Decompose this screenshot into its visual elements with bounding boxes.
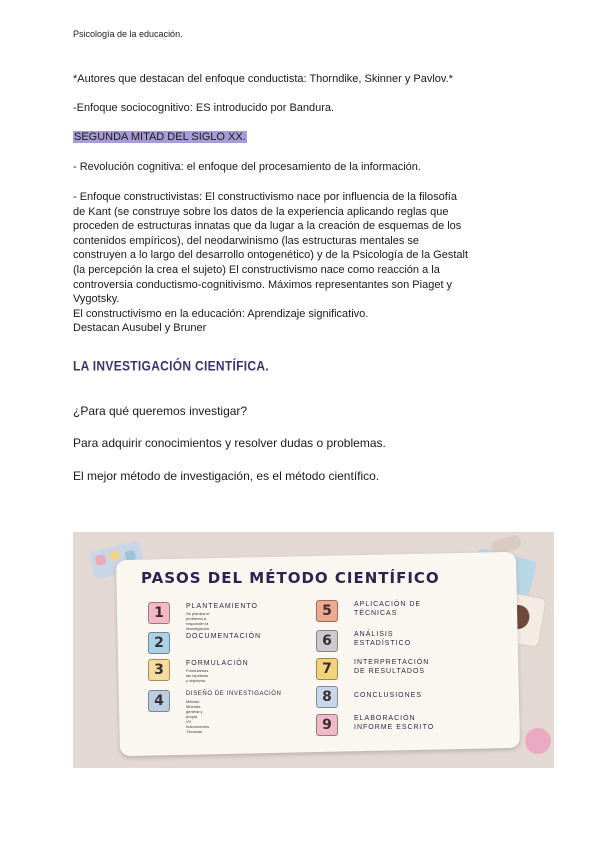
step-label: INTERPRETACIÓN DE RESULTADOS: [354, 659, 430, 675]
infographic-title: PASOS DEL MÉTODO CIENTÍFICO: [141, 569, 440, 587]
step-label: DOCUMENTACIÓN: [186, 633, 262, 640]
sociocognitive-paragraph: -Enfoque sociocognitivo: ES introducido por Bandura.: [73, 102, 335, 114]
step-number: 6: [316, 630, 338, 652]
step-number: 1: [148, 602, 170, 624]
constructivism-paragraph: - Enfoque constructivistas: El constructivismo nace por influencia de la filosofía de Kant (se construye sobre los datos de la experiencia aplicando reglas que proceden de estructuras innatas que da lugar a la creación de esquemas de los contenidos empíricos), del neodarwinismo (las estructuras mentales se construyen a lo largo del desarrollo ontogenético) y de la Psicología de la Gestalt (la percepción la crea el sujeto) El constructivismo nace como reacción a la controversia conductismo-cognitivismo. Máximos representantes son Piaget y Vygotsky. El constructivismo en la educación: Aprendizaje significativo. Destacan Ausubel y Bruner: [73, 191, 469, 335]
step-label: PLANTEAMIENTO: [186, 603, 258, 610]
step-label: FORMULACIÓN: [186, 660, 249, 667]
question-text: ¿Para qué queremos investigar?: [73, 404, 248, 418]
method-text: El mejor método de investigación, es el método científico.: [73, 469, 380, 483]
step-description: Se plantea el problema a responder la investigación.: [186, 611, 211, 631]
answer-text: Para adquirir conocimientos y resolver dudas o problemas.: [73, 436, 386, 450]
flower-bottom-decoration: [525, 728, 551, 754]
authors-paragraph: *Autores que destacan del enfoque conductista: Thorndike, Skinner y Pavlov.*: [73, 73, 453, 85]
step-label: DISEÑO DE INVESTIGACIÓN: [186, 691, 282, 697]
section-title: LA INVESTIGACIÓN CIENTÍFICA.: [73, 358, 269, 375]
step-description: Método Muestra general y propia VV Instrumentos Técnicas: [186, 699, 210, 734]
step-label: ANÁLISIS ESTADÍSTICO: [354, 631, 412, 647]
step-number: 7: [316, 658, 338, 680]
step-description: Formulamos las hipótesis y objetivos.: [186, 668, 209, 683]
step-number: 3: [148, 659, 170, 681]
step-number: 9: [316, 714, 338, 736]
highlighted-text: SEGUNDA MITAD DEL SIGLO XX.: [74, 131, 246, 143]
step-label: APLICACIÓN DE TÉCNICAS: [354, 601, 422, 617]
step-number: 4: [148, 690, 170, 712]
step-label: CONCLUSIONES: [354, 692, 423, 699]
step-number: 2: [148, 632, 170, 654]
step-label: ELABORACIÓN INFORME ESCRITO: [354, 715, 435, 731]
scientific-method-infographic: [73, 532, 554, 768]
page-header: Psicología de la educación.: [73, 29, 183, 39]
step-number: 5: [316, 600, 338, 622]
cognitive-revolution-paragraph: - Revolución cognitiva: el enfoque del procesamiento de la información.: [73, 161, 421, 173]
second-half-heading: [73, 130, 247, 145]
step-number: 8: [316, 686, 338, 708]
